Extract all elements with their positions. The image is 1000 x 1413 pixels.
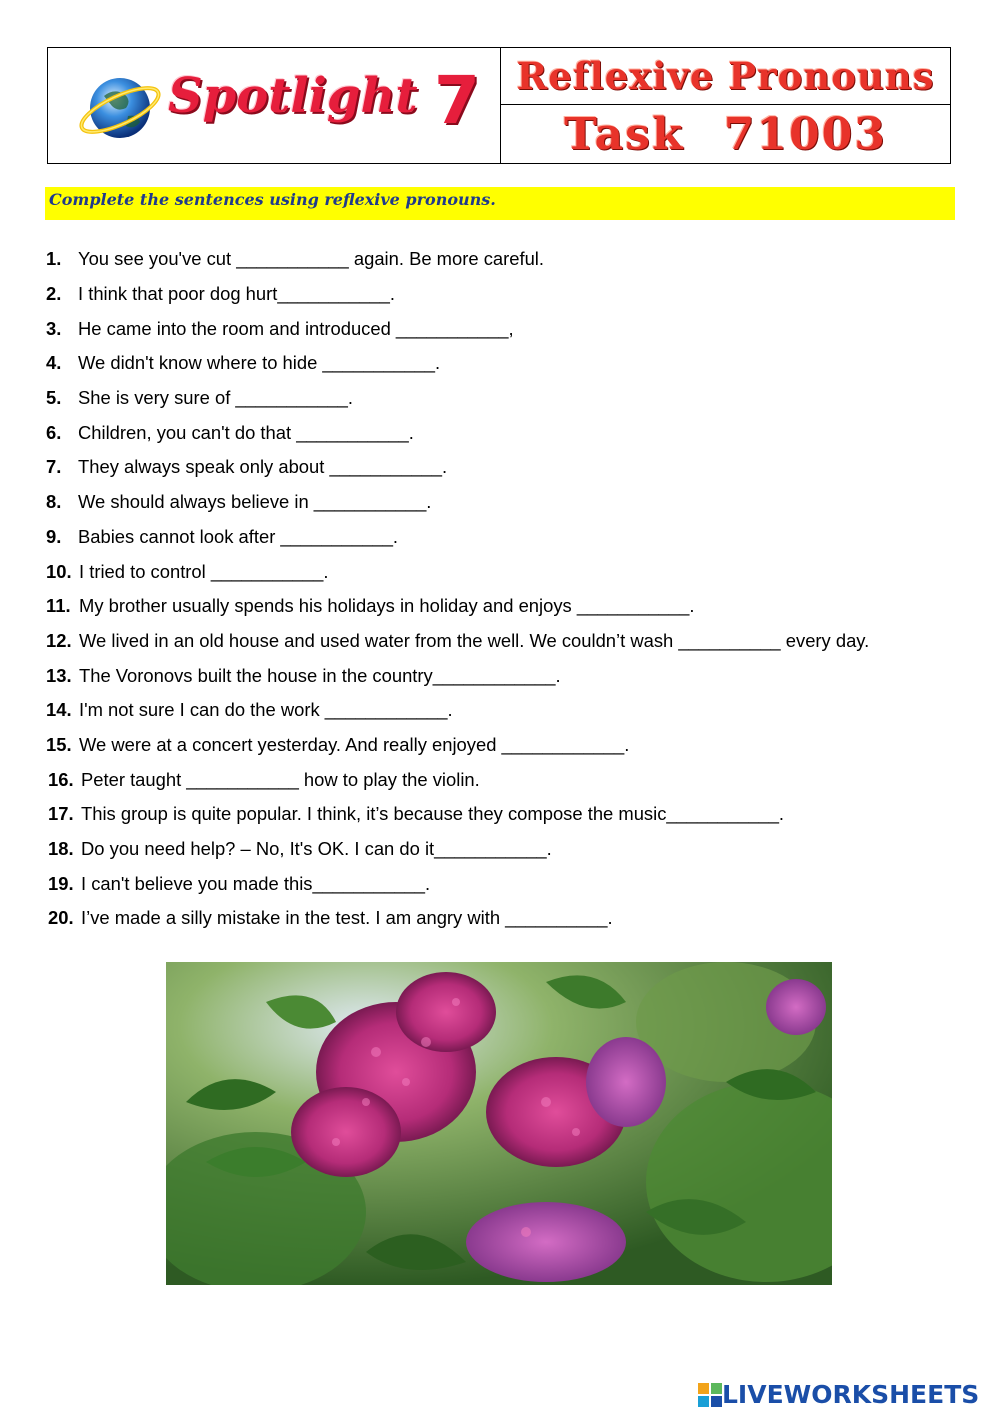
worksheet-header bbox=[47, 47, 951, 164]
question-number: 16. bbox=[48, 768, 74, 790]
question-number: 7. bbox=[46, 456, 62, 478]
liveworksheets-brand: LIVEWORKSHEETS bbox=[722, 1380, 980, 1409]
question-number: 20. bbox=[48, 907, 74, 929]
question-number: 12. bbox=[46, 629, 72, 651]
question-number: 13. bbox=[46, 664, 72, 686]
question-number: 10. bbox=[46, 560, 72, 582]
question-number: 2. bbox=[46, 283, 62, 305]
spotlight-logo bbox=[48, 48, 501, 163]
question-text: Babies cannot look after ___________. bbox=[78, 525, 399, 547]
question-text: He came into the room and introduced ___________, bbox=[78, 317, 514, 339]
question-number: 15. bbox=[46, 733, 72, 755]
question-list bbox=[46, 242, 966, 936]
question-text: This group is quite popular. I think, it’s because they compose the music___________. bbox=[81, 803, 785, 825]
title-row bbox=[501, 48, 950, 105]
question-item bbox=[46, 277, 966, 312]
instruction-banner: Complete the sentences using reflexive pronouns. bbox=[45, 187, 955, 220]
question-item bbox=[46, 415, 966, 450]
question-item bbox=[46, 242, 966, 277]
header-title-cell bbox=[501, 48, 950, 163]
question-text: I’ve made a silly mistake in the test. I am angry with __________. bbox=[81, 907, 613, 929]
liveworksheets-footer bbox=[698, 1380, 979, 1409]
question-number: 5. bbox=[46, 387, 62, 409]
question-number: 19. bbox=[48, 872, 74, 894]
question-text: I can't believe you made this___________. bbox=[81, 872, 431, 894]
question-item bbox=[46, 554, 966, 589]
question-text: You see you've cut ___________ again. Be more careful. bbox=[78, 248, 544, 270]
question-text: I think that poor dog hurt___________. bbox=[78, 283, 395, 305]
question-item bbox=[46, 520, 966, 555]
task-number: Task 71003 bbox=[564, 108, 887, 160]
question-item bbox=[46, 797, 966, 832]
question-number: 8. bbox=[46, 491, 62, 513]
question-text: Peter taught ___________ how to play the violin. bbox=[81, 768, 480, 790]
question-number: 9. bbox=[46, 525, 62, 547]
question-number: 11. bbox=[46, 595, 71, 617]
question-number: 18. bbox=[48, 838, 74, 860]
question-item bbox=[46, 346, 966, 381]
lilac-illustration bbox=[166, 962, 832, 1285]
question-item bbox=[46, 589, 966, 624]
lilac-photo bbox=[166, 962, 832, 1285]
question-item bbox=[46, 832, 966, 867]
question-text: The Voronovs built the house in the country____________. bbox=[79, 664, 561, 686]
question-item bbox=[46, 311, 966, 346]
question-number: 17. bbox=[48, 803, 74, 825]
question-item bbox=[46, 693, 966, 728]
question-text: We were at a concert yesterday. And really enjoyed ____________. bbox=[79, 733, 630, 755]
logo-number: 7 bbox=[434, 62, 480, 139]
question-text: We didn't know where to hide ___________. bbox=[78, 352, 441, 374]
question-text: My brother usually spends his holidays in holiday and enjoys ___________. bbox=[79, 595, 695, 617]
liveworksheets-logo-icon bbox=[698, 1383, 722, 1407]
task-row bbox=[501, 105, 950, 163]
logo-text: Spotlight bbox=[168, 68, 418, 124]
question-item bbox=[46, 485, 966, 520]
question-number: 6. bbox=[46, 421, 62, 443]
question-number: 4. bbox=[46, 352, 62, 374]
question-text: They always speak only about ___________. bbox=[78, 456, 448, 478]
question-item bbox=[46, 866, 966, 901]
question-text: She is very sure of ___________. bbox=[78, 387, 354, 409]
question-text: We lived in an old house and used water from the well. We couldn’t wash __________ every day. bbox=[79, 629, 870, 651]
question-number: 1. bbox=[46, 248, 62, 270]
question-item bbox=[46, 450, 966, 485]
question-item bbox=[46, 762, 966, 797]
question-text: I'm not sure I can do the work ____________. bbox=[79, 699, 453, 721]
globe-icon bbox=[74, 66, 164, 146]
question-item bbox=[46, 381, 966, 416]
question-text: Do you need help? – No, It's OK. I can do it___________. bbox=[81, 838, 552, 860]
question-item bbox=[46, 624, 966, 659]
question-item bbox=[46, 658, 966, 693]
question-text: I tried to control ___________. bbox=[79, 560, 329, 582]
question-item bbox=[46, 728, 966, 763]
question-number: 14. bbox=[46, 699, 72, 721]
question-text: We should always believe in ___________. bbox=[78, 491, 432, 513]
question-text: Children, you can't do that ___________. bbox=[78, 421, 414, 443]
question-item bbox=[46, 901, 966, 936]
question-number: 3. bbox=[46, 317, 62, 339]
worksheet-title: Reflexive Pronouns bbox=[516, 54, 935, 98]
